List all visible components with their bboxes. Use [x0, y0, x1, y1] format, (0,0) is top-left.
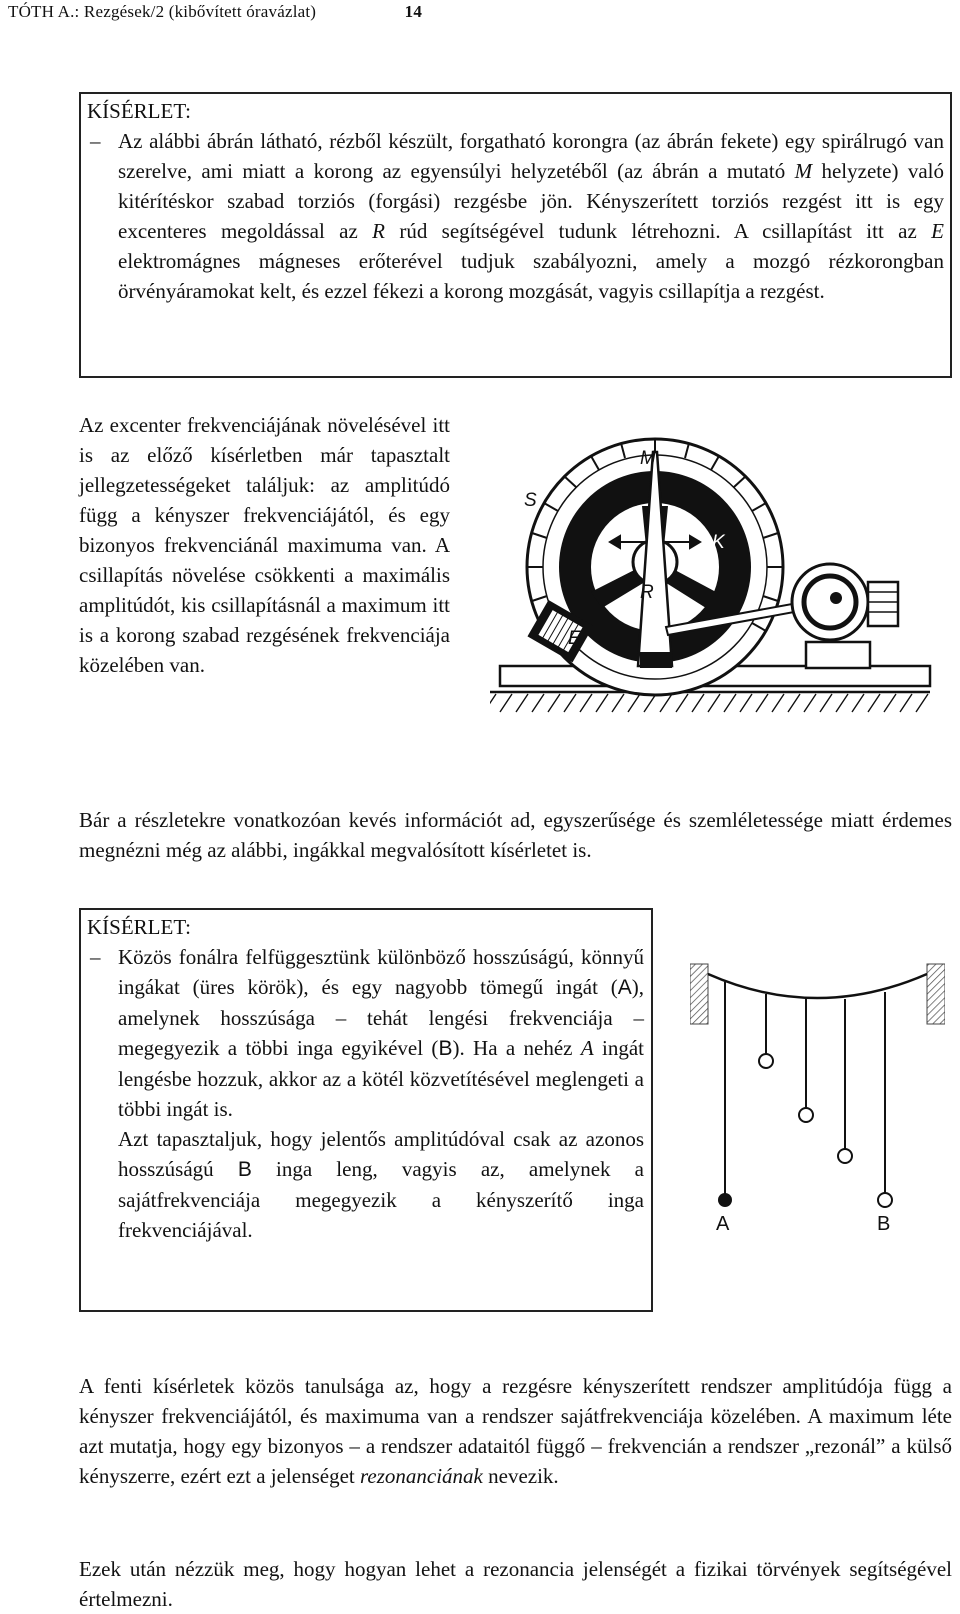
- pendulum-bob: [838, 1149, 852, 1163]
- experiment-box-2: [79, 908, 653, 1312]
- experiment-description: [90, 942, 645, 1245]
- document-title: TÓTH A.: Rezgések/2 (kibővített óravázlat): [8, 2, 317, 21]
- coupled-pendulums-drawing: [690, 962, 945, 1252]
- label-a: A: [716, 1213, 730, 1235]
- symbol-b: B: [237, 1158, 252, 1181]
- text-segment: Azt tapasztaljuk, hogy jelentős amplitúdóval csak az azonos hosszúságú: [118, 1127, 644, 1181]
- pendulum-a-bob: [718, 1193, 732, 1207]
- text-segment: nevezik.: [482, 1464, 559, 1488]
- left-support: [690, 964, 708, 1024]
- symbol-e: E: [931, 219, 944, 243]
- paragraph-next: Ezek után nézzük meg, hogy hogyan lehet a rezonancia jelenségét a fizikai törvények segítségével értelmezni.: [79, 1557, 952, 1611]
- text-segment: ). Ha a nehéz: [452, 1036, 581, 1060]
- pendulum-b-bob: [878, 1193, 892, 1207]
- experiment-description: [90, 126, 944, 306]
- paragraph-excenter: Az excenter frekvenciájának növelésével itt is az előző kísérletben már tapasztalt jellegzetességeket találjuk: az amplitúdó függ a kényszer frekvenciájától, és egy bizonyos frekvenciánál maximuma van. A csillapítás növelése csökkenti a maximális amplitúdót, kis csillapításnál a maximum itt is a korong szabad rezgésének frekvenciája közelében van.: [79, 413, 450, 677]
- torsion-pendulum-figure: [490, 422, 952, 732]
- label-b: B: [877, 1213, 891, 1235]
- paragraph-lesson: [79, 1371, 952, 1491]
- paragraph-intro-pendulums: Bár a részletekre vonatkozóan kevés információt ad, egyszerűsége és szemléletessége miatt érdemes megnézni még az alábbi, ingákkal megvalósított kísérletet is.: [79, 808, 952, 862]
- pendulum-bob: [799, 1108, 813, 1122]
- experiment-title: KÍSÉRLET:: [87, 99, 191, 123]
- common-string: [708, 974, 927, 998]
- text-segment: Közös fonálra felfüggesztünk különböző hosszúságú, könnyű ingákat (üres körök), és egy nagyobb tömegű ingát (: [118, 945, 644, 999]
- ground: [490, 692, 930, 712]
- symbol-b: B: [438, 1037, 453, 1060]
- list-dash: –: [90, 129, 101, 153]
- page-header: [8, 2, 422, 22]
- symbol-a: A: [617, 976, 632, 999]
- text-segment: inga leng, vagyis az, amelynek a sajátfrekvenciája megegyezik a kényszerítő inga frekvenciájával.: [118, 1157, 644, 1242]
- text-segment: elektromágnes mágneses erőterével tudjuk szabályozni, amely a mozgó rézkorongban örvényáramokat kelt, és ezzel fékezi a korong mozgását, vagyis csillapítja a rezgést.: [118, 249, 944, 303]
- label-s: S: [524, 490, 537, 511]
- text-segment: Az alábbi ábrán látható, rézből készült, forgatható korongra (az ábrán fekete) egy spirálrugó van szerelve, ami miatt a korong az egyensúlyi helyzetéből (az ábrán a mutató: [118, 129, 944, 183]
- experiment-box-1: [79, 92, 952, 378]
- label-r: R: [640, 582, 654, 603]
- text-segment: ingát lengésbe hozzuk, akkor az a kötél közvetítésével meglengeti a többi ingát is.: [118, 1036, 645, 1121]
- list-dash: –: [90, 945, 101, 969]
- symbol-a-italic: A: [580, 1036, 594, 1060]
- page-number: 14: [404, 2, 423, 21]
- symbol-m: M: [794, 159, 813, 183]
- right-support: [927, 964, 945, 1024]
- label-k: K: [712, 532, 725, 553]
- term-resonance: rezonanciának: [360, 1464, 483, 1488]
- symbol-r: R: [372, 219, 385, 243]
- pedestal: [640, 652, 672, 668]
- label-e: E: [568, 628, 581, 649]
- experiment-title: KÍSÉRLET:: [87, 915, 191, 939]
- eccentric-wheel: [792, 564, 898, 668]
- text-segment: helyzete) való kitérítéskor szabad torziós (forgási) rezgésbe jön. Kényszerített torziós rezgést itt is egy excenteres megoldással az: [118, 159, 944, 243]
- pendulum-bob: [759, 1054, 773, 1068]
- coupled-pendulums-figure: [690, 962, 945, 1252]
- text-segment: rúd segítségével tudunk létrehozni. A csillapítást itt az: [384, 219, 932, 243]
- label-m: M: [640, 448, 656, 469]
- torsion-pendulum-drawing: [490, 422, 952, 732]
- text-segment: ), amelynek hosszúsága – tehát lengési frekvenciája – megegyezik a többi inga egyikével (: [118, 975, 644, 1060]
- text-segment: A fenti kísérletek közös tanulsága az, hogy a rezgésre kényszerített rendszer amplitúdója függ a kényszer frekvenciájától, és maximuma van a rendszer sajátfrekvenciája közelében. A maximum léte azt mutatja, hogy egy bizonyos – a rendszer adataitól függő – frekvencián a rendszer „rezonál” a külső kényszerre, ezért ezt a jelenséget: [79, 1374, 952, 1488]
